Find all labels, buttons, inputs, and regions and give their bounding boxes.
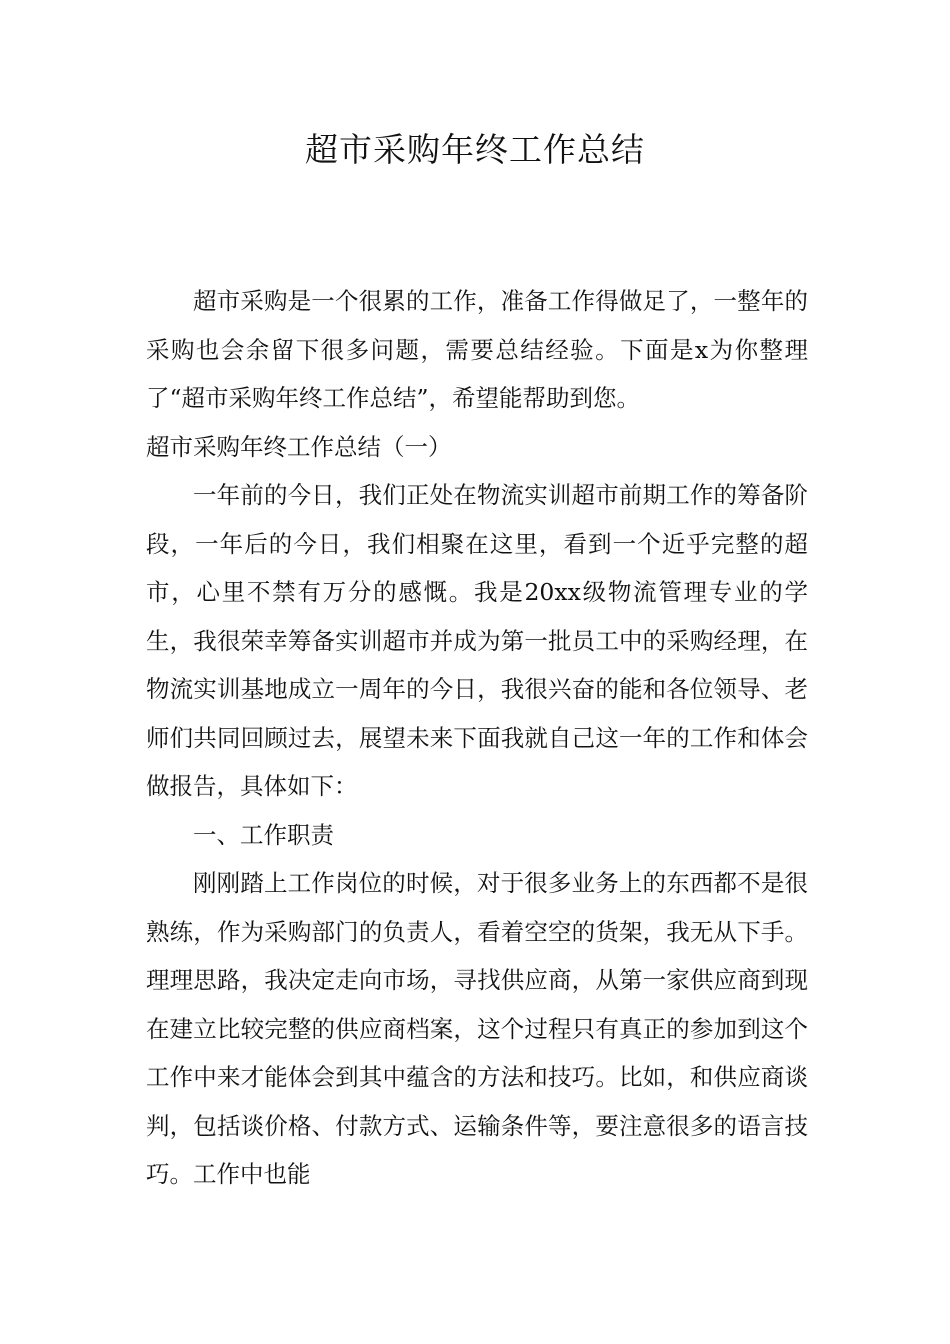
paragraph-intro: 超市采购是一个很累的工作，准备工作得做足了，一整年的采购也会余留下很多问题，需要总结经验。下面是x为你整理了“超市采购年终工作总结”，希望能帮助到您。 <box>146 287 808 412</box>
paragraph-background: 一年前的今日，我们正处在物流实训超市前期工作的筹备阶段，一年后的今日，我们相聚在这里，看到一个近乎完整的超市，心里不禁有万分的感慨。我是20xx级物流管理专业的学生，我很荣幸筹备实训超市并成为第一批员工中的采购经理，在物流实训基地成立一周年的今日，我很兴奋的能和各位领导、老师们共同回顾过去，展望未来下面我就自己这一年的工作和体会做报告，具体如下： <box>146 481 808 800</box>
document-body <box>146 277 808 1199</box>
section-heading-job-duties: 一、工作职责 <box>193 820 334 849</box>
paragraph-job-duties: 刚刚踏上工作岗位的时候，对于很多业务上的东西都不是很熟练，作为采购部门的负责人，看着空空的货架，我无从下手。理理思路，我决定走向市场，寻找供应商，从第一家供应商到现在建立比较完整的供应商档案，这个过程只有真正的参加到这个工作中来才能体会到其中蕴含的方法和技巧。比如，和供应商谈判，包括谈价格、付款方式、运输条件等，要注意很多的语言技巧。工作中也能 <box>146 869 808 1188</box>
document-title: 超市采购年终工作总结 <box>305 130 645 169</box>
section-heading-summary-one: 超市采购年终工作总结（一） <box>146 432 452 461</box>
